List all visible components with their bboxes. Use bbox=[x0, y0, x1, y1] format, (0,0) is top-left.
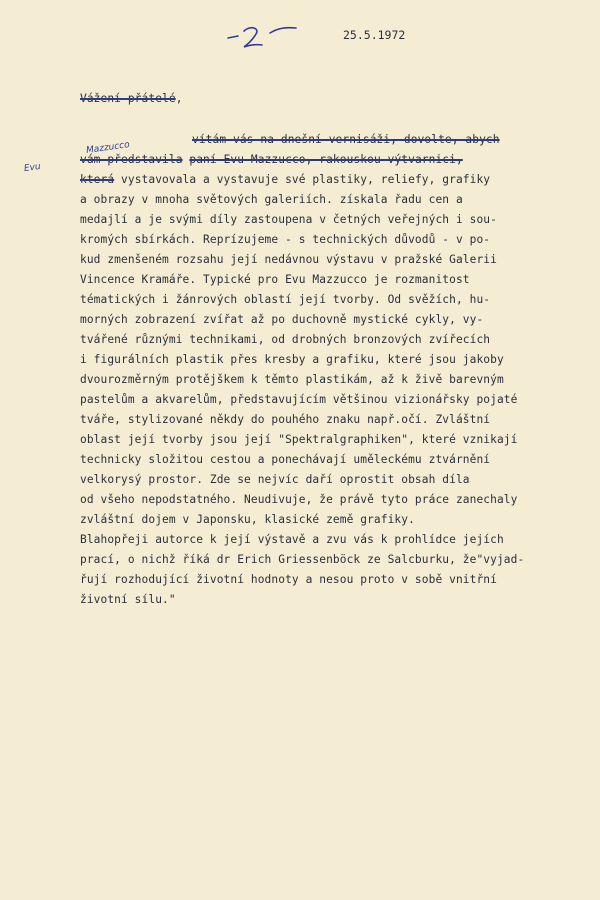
body-line: tématických i žánrových oblastí její tvorby. Od svěžích, hu- bbox=[80, 293, 491, 306]
body-line: kud zmenšeném rozsahu její nedávnou výstavu v pražské Galerii bbox=[80, 253, 497, 266]
body-line: prací, o nichž říká dr Erich Griessenböck ze Salcburku, že"vyjad- bbox=[80, 553, 525, 566]
handwritten-page-number bbox=[226, 22, 298, 50]
body-line: velkorysý prostor. Zde se nejvíc daří oprostit obsah díla bbox=[80, 473, 470, 486]
body-line: životní sílu." bbox=[80, 593, 176, 606]
handwritten-insertion-note: Mazzucco bbox=[85, 139, 131, 157]
struck-line-2 bbox=[80, 153, 463, 167]
body-line: Vincence Kramáře. Typické pro Evu Mazzucco je rozmanitost bbox=[80, 273, 470, 286]
body-line: tváře, stylizované někdy do pouhého znaku např.očí. Zvláštní bbox=[80, 413, 491, 426]
body-line: technicky složitou cestou a ponechávají uměleckému ztvárnění bbox=[80, 453, 491, 466]
struck-text-3: která bbox=[80, 173, 115, 186]
body-line: medajlí a je svými díly zastoupena v četných veřejných i sou- bbox=[80, 213, 497, 226]
body-line: a obrazy v mnoha světových galeriích. získala řadu cen a bbox=[80, 193, 463, 206]
body-line: kromých sbírkách. Reprízujeme - s technických důvodů - v po- bbox=[80, 233, 491, 246]
struck-text-2a: vám představila bbox=[80, 153, 183, 166]
struck-text-2b: paní Evu Mazzucco, rakouskou výtvarnici, bbox=[189, 153, 463, 166]
handwritten-margin-note: Evu bbox=[23, 161, 42, 175]
body-line: pastelům a akvarelům, představujícím většinou vizionářsky pojaté bbox=[80, 393, 518, 406]
body-line: dvourozměrným protějškem k těmto plastikám, až k živě barevným bbox=[80, 373, 504, 386]
body-line: tvářené různými technikami, od drobných bronzových zvířecích bbox=[80, 333, 491, 346]
salutation-line bbox=[80, 92, 183, 106]
letter-date: 25.5.1972 bbox=[343, 28, 406, 42]
struck-text-1: vítám vás na dnešní vernisáži, dovolte, abych bbox=[192, 133, 500, 146]
body-line-3 bbox=[80, 173, 490, 187]
body-line: oblast její tvorby jsou její "Spektralgraphiken", které vznikají bbox=[80, 433, 518, 446]
body-line: řují rozhodující životní hodnoty a nesou proto v sobě vnitřní bbox=[80, 573, 497, 586]
body-line: od všeho nepodstatného. Neudivuje, že právě tyto práce zanechaly bbox=[80, 493, 518, 506]
body-line: zvláštní dojem v Japonsku, klasické země grafiky. bbox=[80, 513, 415, 526]
salutation-strikethrough: Vážení přátelé bbox=[80, 92, 176, 105]
body-line: i figurálních plastik přes kresby a grafiku, které jsou jakoby bbox=[80, 353, 504, 366]
body-line: morných zobrazení zvířat až po duchovně mystické cykly, vy- bbox=[80, 313, 484, 326]
struck-line-1 bbox=[192, 133, 500, 147]
body-line: Blahopřeji autorce k její výstavě a zvu vás k prohlídce jejích bbox=[80, 533, 504, 546]
salutation-comma: , bbox=[175, 92, 183, 105]
body-text-3: vystavovala a vystavuje své plastiky, reliefy, grafiky bbox=[114, 173, 491, 186]
